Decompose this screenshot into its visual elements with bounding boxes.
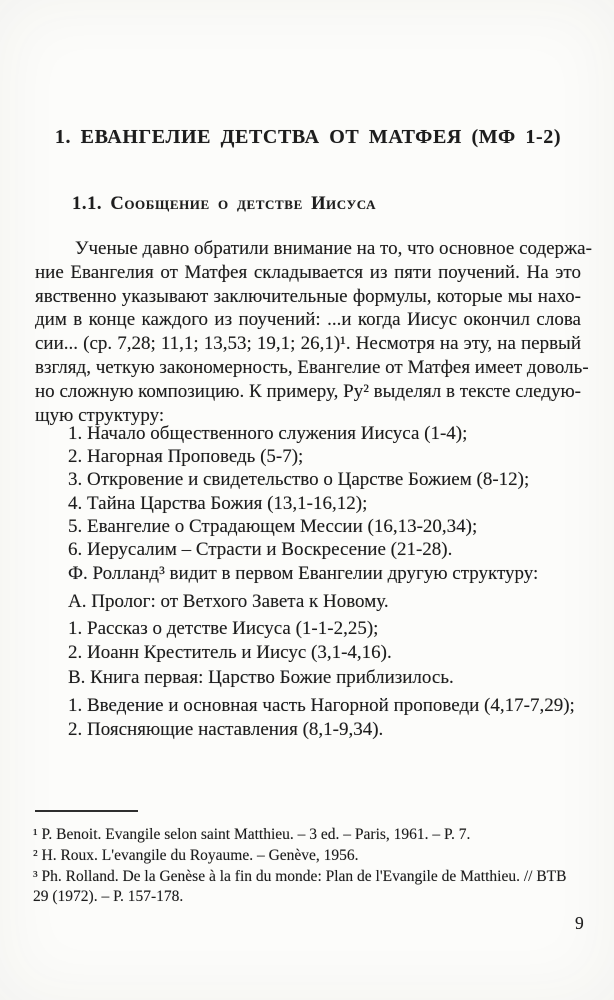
paragraph-line: сии... (ср. 7,28; 11,1; 13,53; 19,1; 26,1)¹. Несмотря на эту, на первый <box>35 333 581 355</box>
paragraph-line: дим в конце каждого из поучений: ...и когда Иисус окончил слова <box>35 309 581 331</box>
list-item: 1. Начало общественного служения Иисуса (1-4); <box>68 423 468 444</box>
rolland-intro-line: Ф. Ролланд³ видит в первом Евангелии другую структуру: <box>68 563 539 584</box>
paragraph-line: явственно указывают заключительные формулы, которые мы нахо- <box>35 285 581 307</box>
roux-structure-list <box>68 422 529 561</box>
footnote-line: 29 (1972). – P. 157-178. <box>33 888 184 906</box>
paragraph-line: ние Евангелия от Матфея складывается из пяти поучений. На это <box>35 261 581 283</box>
list-item: 2. Нагорная Проповедь (5-7); <box>68 446 304 468</box>
list-item: 2. Иоанн Креститель и Иисус (3,1-4,16). <box>68 641 392 663</box>
list-item: 5. Евангелие о Страдающем Мессии (16,13-20,34); <box>68 515 478 537</box>
footnote-line: ¹ P. Benoit. Evangile selon saint Matthieu. – 3 ed. – Paris, 1961. – P. 7. <box>33 826 471 843</box>
paragraph-line: взгляд, четкую закономерность, Евангелие от Матфея имеет доволь- <box>35 356 589 378</box>
list-item: 3. Откровение и свидетельство о Царстве Божием (8-12); <box>68 469 530 491</box>
section-heading: 1.1. Сообщение о детстве Иисуса <box>72 194 377 214</box>
page-number: 9 <box>575 913 584 933</box>
footnote-separator-rule <box>35 810 138 812</box>
paragraph-line: щую структуру: <box>35 404 165 426</box>
paragraph-line: но сложную композицию. К примеру, Ру² выделял в тексте следую- <box>35 380 581 402</box>
list-item: 1. Рассказ о детстве Иисуса (1-1-2,25); <box>68 618 379 639</box>
rolland-part-b-list <box>68 694 575 741</box>
list-item: 1. Введение и основная часть Нагорной проповеди (4,17-7,29); <box>68 695 575 716</box>
chapter-title: 1. ЕВАНГЕЛИЕ ДЕТСТВА ОТ МАТФЕЯ (МФ 1-2) <box>54 126 562 148</box>
footnote-line: ³ Ph. Rolland. De la Genèse à la fin du monde: Plan de l'Evangile de Matthieu. // BTB <box>33 867 567 885</box>
rolland-part-a-list <box>68 617 392 664</box>
footnotes-block <box>33 825 585 908</box>
list-item: 4. Тайна Царства Божия (13,1-16,12); <box>68 492 368 514</box>
rolland-part-b-heading: В. Книга первая: Царство Божие приблизилось. <box>68 667 454 688</box>
list-item: 2. Поясняющие наставления (8,1-9,34). <box>68 718 384 740</box>
body-paragraph <box>35 237 592 427</box>
footnote-line: ² H. Roux. L'evangile du Royaume. – Genève, 1956. <box>33 846 359 864</box>
rolland-part-a-heading: А. Пролог: от Ветхого Завета к Новому. <box>68 591 389 612</box>
paragraph-line: Ученые давно обратили внимание на то, что основное содержа- <box>75 238 592 259</box>
list-item: 6. Иерусалим – Страсти и Воскресение (21-28). <box>68 539 453 561</box>
